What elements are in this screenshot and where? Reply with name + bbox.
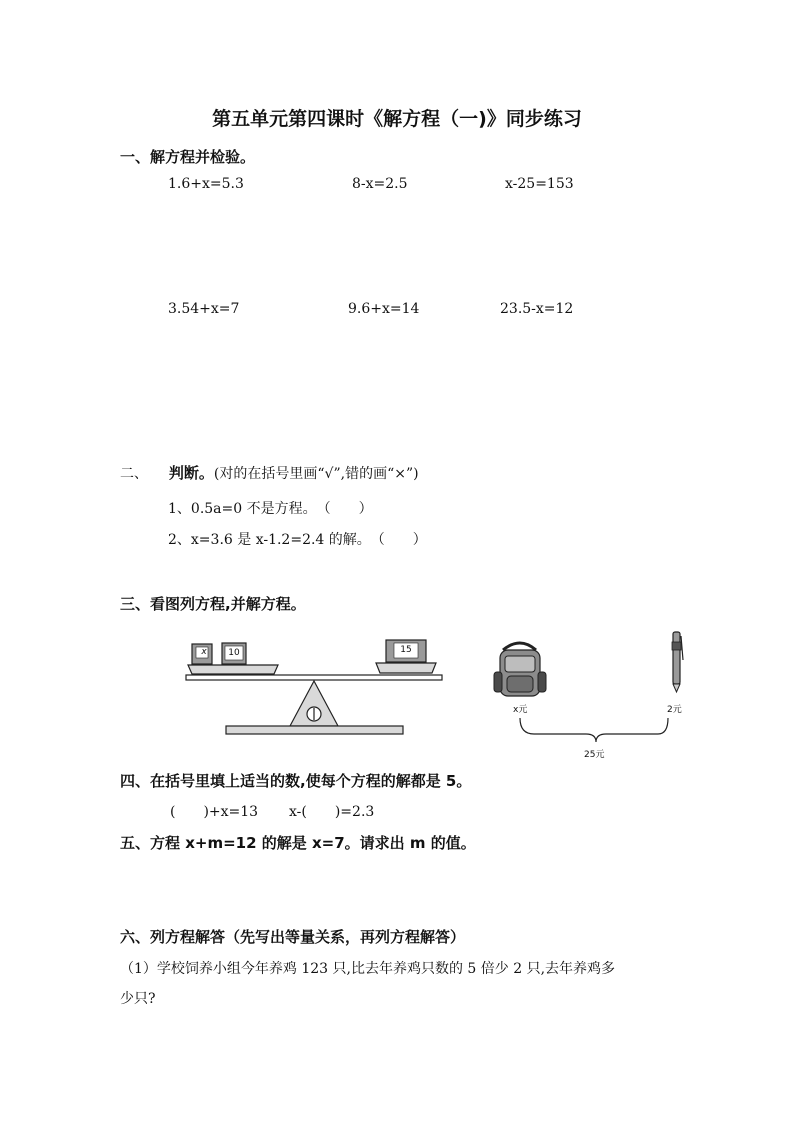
section-4-heading: 四、在括号里填上适当的数,使每个方程的解都是 5。	[120, 772, 472, 790]
section-1-heading: 一、解方程并检验。	[120, 148, 256, 166]
equation-2-2: 9.6+x=14	[348, 301, 420, 317]
pen-price-label: 2元	[667, 705, 682, 715]
total-price-label: 25元	[584, 750, 605, 760]
fill-equation-1: ( )+x=13	[170, 804, 259, 820]
section-2-number: 二、	[120, 466, 148, 482]
right-pan	[376, 663, 436, 673]
left-pan	[188, 665, 278, 674]
page-title: 第五单元第四课时《解方程（一)》同步练习	[212, 108, 582, 130]
weight-10-label: 10	[228, 648, 240, 658]
beam	[186, 675, 442, 680]
section-5-heading: 五、方程 x+m=12 的解是 x=7。请求出 m 的值。	[120, 834, 476, 852]
base	[226, 726, 403, 734]
section-6-heading: 六、列方程解答（先写出等量关系，再列方程解答）	[120, 928, 466, 946]
judge-item-1: 1、0.5a=0 不是方程。 （ ）	[168, 501, 373, 517]
question-1-line-1: （1）学校饲养小组今年养鸡 123 只,比去年养鸡只数的 5 倍少 2 只,去年养鸡多	[120, 961, 616, 977]
equation-2-3: 23.5-x=12	[500, 301, 574, 317]
weight-15-label: 15	[400, 645, 412, 655]
equation-1-2: 8-x=2.5	[352, 176, 408, 192]
section-3-heading: 三、看图列方程,并解方程。	[120, 595, 306, 613]
equation-1-3: x-25=153	[505, 176, 574, 192]
section-2-label: 判断。	[168, 464, 214, 482]
equation-1-1: 1.6+x=5.3	[168, 176, 244, 192]
total-brace	[520, 718, 668, 742]
section-2-note: (对的在括号里画“√”,错的画“×”)	[213, 466, 419, 482]
weight-x-label: x	[201, 647, 207, 657]
equation-2-1: 3.54+x=7	[168, 301, 240, 317]
fill-equation-2: x-( )=2.3	[289, 804, 375, 820]
question-1-line-2: 少只?	[120, 991, 156, 1007]
pen-icon	[672, 632, 683, 692]
backpack-icon	[494, 643, 546, 696]
judge-item-2: 2、x=3.6 是 x-1.2=2.4 的解。 （ ）	[168, 532, 427, 548]
bag-price-label: x元	[513, 705, 528, 715]
